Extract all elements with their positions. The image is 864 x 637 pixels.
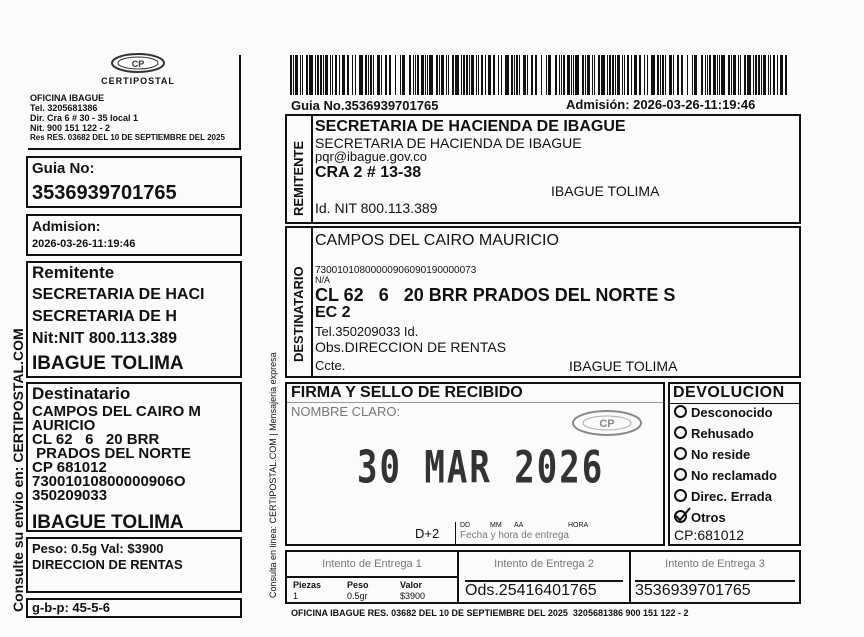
admision-label: Admision: (32, 218, 101, 234)
intento-1-cell (287, 552, 459, 602)
barcode-bar (359, 55, 363, 95)
barcode-bar (306, 55, 308, 95)
destinatario-addr2: EC 2 (315, 304, 351, 321)
piezas-value: 1 (293, 591, 299, 601)
svg-text:CP: CP (131, 59, 145, 69)
firma-title: FIRMA Y SELLO DE RECIBIDO (291, 384, 523, 401)
remitente-addr: CRA 2 # 13-38 (315, 164, 422, 181)
peso-line: Peso: 0.5g Val: $3900 (32, 541, 164, 556)
barcode-bar (627, 55, 629, 95)
barcode-bar (471, 55, 474, 95)
barcode-bar (694, 55, 697, 95)
left-destinatario-box (26, 382, 242, 532)
barcode-bar (381, 55, 382, 95)
barcode-bar (768, 55, 769, 95)
barcode-bar (332, 55, 333, 95)
barcode-bar (488, 55, 491, 95)
devolucion-box (668, 382, 801, 546)
valor-header: Valor (400, 580, 423, 590)
barcode-bar (758, 55, 760, 95)
option-desconocido-label: Desconocido (691, 405, 773, 420)
barcode-bar (601, 55, 605, 95)
barcode-bar (647, 55, 648, 95)
firma-box (285, 382, 665, 546)
barcode-bar (395, 55, 396, 95)
barcode-bar (548, 55, 551, 95)
left-remitente-box (26, 261, 242, 378)
radio-icon (674, 468, 687, 481)
barcode-bar (709, 55, 711, 95)
barcode-bar (733, 55, 736, 95)
piezas-header: Piezas (293, 580, 322, 590)
destinatario-box (285, 226, 801, 378)
fecha-mm: MM (490, 522, 502, 529)
option-no-reside-label: No reside (691, 447, 751, 462)
guia-bottom: 3536939701765 (635, 580, 795, 600)
footer-text: OFICINA IBAGUE RES. 03682 DEL 10 DE SEPTIEMBRE DEL 2025 3205681386 900 151 122 - 2 (291, 608, 689, 618)
peso-box (26, 537, 242, 593)
barcode-bar (531, 55, 533, 95)
left-remitente-line1: SECRETARIA DE HACI (32, 286, 205, 303)
barcode-bar (594, 55, 595, 95)
barcode-bar (365, 55, 367, 95)
barcode-bar (701, 55, 703, 95)
barcode-bar (639, 55, 641, 95)
remitente-email: pqr@ibague.gov.co (315, 149, 427, 164)
barcode-bar (644, 55, 645, 95)
svg-text:CP: CP (599, 418, 615, 430)
destinatario-vertical-label: DESTINATARIO (291, 266, 306, 362)
office-nit: Nit. 900 151 122 - 2 (30, 123, 111, 133)
devolucion-cp: CP:681012 (674, 527, 745, 543)
stamp-logo-icon (569, 406, 645, 440)
barcode-bar (707, 55, 708, 95)
barcode-bar (427, 55, 428, 95)
side-consulte-text: Consulte su envio en: CERTIPOSTAL.COM (10, 328, 26, 612)
fecha-hint: Fecha y hora de entrega (460, 530, 569, 541)
barcode-bar (763, 55, 766, 95)
barcode-bar (415, 55, 416, 95)
barcode-bar (373, 55, 374, 95)
barcode-bar (561, 55, 562, 95)
barcode-bar (705, 55, 706, 95)
barcode-bar (377, 55, 380, 95)
option-no-reclamado[interactable] (674, 468, 777, 483)
remitente-vertical-label: REMITENTE (291, 140, 306, 216)
option-desconocido[interactable] (674, 405, 773, 420)
barcode-bar (409, 55, 411, 95)
firma-divider (287, 402, 663, 403)
left-remitente-title: Remitente (32, 263, 115, 282)
received-date-stamp: 30 MAR 2026 (357, 442, 605, 494)
barcode-bar (511, 55, 513, 95)
barcode-bar (352, 55, 353, 95)
destinatario-addr1: CL 62 6 20 BRR PRADOS DEL NORTE S (315, 285, 676, 305)
destinatario-ccte: Ccte. (315, 358, 346, 373)
intentos-row (285, 550, 801, 604)
barcode-bar (761, 55, 762, 95)
fecha-dd: DD (460, 522, 471, 529)
guia-box (26, 156, 242, 208)
barcode-bar (617, 55, 620, 95)
barcode-bar (753, 55, 754, 95)
intento-3-cell (631, 552, 799, 602)
barcode-bar (785, 55, 787, 95)
devolucion-title: DEVOLUCION (673, 384, 785, 401)
peso-header: Peso (347, 580, 369, 590)
barcode-bar (300, 55, 301, 95)
left-top-rule (239, 55, 241, 150)
barcode-bar (389, 55, 391, 95)
radio-icon (674, 489, 687, 502)
intento-2-label: Intento de Entrega 2 (494, 558, 594, 570)
left-dest-addr2: PRADOS DEL NORTE (32, 445, 191, 462)
guia-number: 3536939701765 (32, 182, 177, 204)
barcode-bar (485, 55, 486, 95)
destinatario-tel: Tel.350209033 Id. (315, 324, 419, 339)
option-direc-errada-label: Direc. Errada (691, 489, 772, 504)
barcode-bar (402, 55, 405, 95)
barcode-bar (309, 55, 313, 95)
barcode-bar (575, 55, 579, 95)
barcode-bar (413, 55, 414, 95)
remitente-name: SECRETARIA DE HACIENDA DE IBAGUE (315, 118, 626, 135)
destinatario-code: 73001010800000906090190000073 (315, 265, 477, 276)
left-destinatario-block (32, 405, 201, 503)
destinatario-na: N/A (315, 275, 331, 285)
barcode-bar (315, 55, 316, 95)
barcode-bar (665, 55, 666, 95)
dir-rentas: DIRECCION DE RENTAS (32, 557, 183, 572)
left-dest-name2: AURICIO (32, 417, 96, 434)
barcode-bar (302, 55, 303, 95)
barcode-bar (455, 55, 459, 95)
logo-text: CERTIPOSTAL (101, 76, 175, 86)
option-no-reside[interactable] (674, 447, 750, 462)
logo-emblem-icon (108, 52, 168, 76)
header-guia: Guia No.3536939701765 (291, 98, 439, 113)
barcode-bar (622, 55, 623, 95)
barcode-bar (582, 55, 584, 95)
certipostal-logo (88, 52, 188, 90)
barcode-bar (425, 55, 426, 95)
radio-icon (674, 447, 687, 460)
left-remitente-city: IBAGUE TOLIMA (32, 353, 184, 374)
barcode-bar (370, 55, 372, 95)
firma-d2: D+2 (415, 526, 440, 541)
barcode-bar (571, 55, 572, 95)
radio-icon (674, 405, 687, 418)
barcode-bar (519, 55, 520, 95)
barcode-bar (295, 55, 298, 95)
barcode-bar (323, 55, 324, 95)
remitente-city: IBAGUE TOLIMA (551, 183, 660, 199)
barcode-bar (662, 55, 664, 95)
barcode-bar (448, 55, 449, 95)
barcode-bar (681, 55, 683, 95)
barcode-bar (669, 55, 672, 95)
guia-label: Guia No: (32, 160, 95, 177)
barcode-bar (478, 55, 479, 95)
barcode-bar (567, 55, 570, 95)
barcode-bar (523, 55, 526, 95)
devolucion-divider (670, 403, 799, 404)
barcode-bar (634, 55, 637, 95)
barcode-bar (335, 55, 337, 95)
barcode-bar (498, 55, 499, 95)
barcode-bar (651, 55, 655, 95)
barcode-bar (469, 55, 470, 95)
admision-box (26, 214, 242, 256)
left-dest-name1: CAMPOS DEL CAIRO M (32, 403, 201, 420)
barcode-bar (607, 55, 608, 95)
barcode-bar (660, 55, 661, 95)
barcode-bar (452, 55, 454, 95)
barcode-bar (719, 55, 720, 95)
left-remitente-nit: Nit:NIT 800.113.389 (32, 330, 177, 347)
barcode-bar (421, 55, 424, 95)
barcode-bar (740, 55, 741, 95)
barcode-bar (731, 55, 732, 95)
barcode-bar (738, 55, 739, 95)
barcode-bar (717, 55, 718, 95)
barcode-bar (587, 55, 590, 95)
left-dest-city: IBAGUE TOLIMA (32, 512, 184, 533)
left-dest-code: 73001010800000906O (32, 473, 186, 490)
remitente-sub: SECRETARIA DE HACIENDA DE IBAGUE (315, 135, 582, 151)
barcode-bar (677, 55, 679, 95)
destinatario-city: IBAGUE TOLIMA (569, 358, 678, 374)
barcode-bar (463, 55, 465, 95)
barcode-bar (493, 55, 495, 95)
barcode-bar (339, 55, 340, 95)
barcode-bar (713, 55, 716, 95)
barcode-bar (446, 55, 447, 95)
destinatario-obs: Obs.DIRECCION DE RENTAS (315, 339, 507, 355)
barcode-bar (501, 55, 502, 95)
office-dir: Dir. Cra 6 # 30 - 35 local 1 (30, 113, 139, 123)
piezas-table (287, 576, 457, 604)
barcode-bar (293, 55, 294, 95)
left-top-hrule (28, 148, 241, 150)
barcode-bar (673, 55, 674, 95)
option-no-reclamado-label: No reclamado (691, 468, 777, 483)
barcode (290, 55, 800, 95)
mid-vertical-text: Consulta en linea: CERTIPOSTAL.COM | Mensajeria expresa (268, 352, 278, 598)
barcode-bar (385, 55, 387, 95)
barcode-bar (555, 55, 557, 95)
barcode-bar (615, 55, 616, 95)
office-info (30, 93, 225, 143)
option-rehusado-label: Rehusado (691, 426, 754, 441)
barcode-bar (612, 55, 614, 95)
barcode-bar (436, 55, 438, 95)
firma-nombre-label: NOMBRE CLARO: (291, 404, 401, 419)
header-admision: Admisión: 2026-03-26-11:19:46 (566, 97, 756, 112)
barcode-bar (355, 55, 356, 95)
barcode-bar (400, 55, 401, 95)
peso-value: 0.5gr (347, 591, 368, 601)
remitente-box (285, 114, 801, 224)
barcode-bar (773, 55, 775, 95)
fecha-hora: HORA (568, 522, 589, 529)
ods-value: Ods.25416401765 (465, 580, 623, 600)
barcode-bar (441, 55, 444, 95)
left-dest-cp: CP 681012 (32, 459, 107, 476)
option-rehusado[interactable] (674, 426, 754, 441)
gbp-box (26, 598, 242, 618)
barcode-bar (657, 55, 659, 95)
barcode-bar (770, 55, 771, 95)
barcode-bar (609, 55, 611, 95)
barcode-bar (692, 55, 693, 95)
barcode-bar (342, 55, 345, 95)
radio-icon (674, 426, 687, 439)
barcode-bar (476, 55, 477, 95)
barcode-bar (573, 55, 574, 95)
barcode-bar (429, 55, 433, 95)
office-name: OFICINA IBAGUE (30, 93, 105, 103)
barcode-bar (585, 55, 586, 95)
barcode-bar (527, 55, 528, 95)
left-dest-phone: 350209033 (32, 487, 108, 504)
destinatario-name: CAMPOS DEL CAIRO MAURICIO (315, 232, 559, 249)
barcode-bar (744, 55, 746, 95)
left-dest-addr1: CL 62 6 20 BRR (32, 431, 160, 448)
office-tel: Tel. 3205681386 (30, 103, 98, 113)
barcode-bar (317, 55, 319, 95)
admision-date: 2026-03-26-11:19:46 (32, 238, 136, 250)
barcode-bar (546, 55, 547, 95)
valor-value: $3900 (400, 591, 426, 601)
fecha-aa: AA (514, 522, 524, 529)
barcode-bar (624, 55, 625, 95)
barcode-bar (747, 55, 751, 95)
barcode-bar (417, 55, 419, 95)
barcode-bar (505, 55, 509, 95)
left-destinatario-title: Destinatario (32, 384, 131, 403)
barcode-bar (563, 55, 565, 95)
barcode-bar (481, 55, 483, 95)
option-otros-label: Otros (691, 510, 726, 525)
barcode-bar (516, 55, 518, 95)
barcode-bar (541, 55, 542, 95)
intento-2-cell (459, 552, 631, 602)
barcode-bar (592, 55, 593, 95)
fecha-cells (455, 522, 666, 544)
barcode-bar (368, 55, 369, 95)
barcode-bar (325, 55, 328, 95)
left-remitente-line2: SECRETARIA DE H (32, 308, 177, 325)
barcode-bar (755, 55, 757, 95)
barcode-bar (330, 55, 331, 95)
barcode-bar (461, 55, 462, 95)
barcode-bar (347, 55, 349, 95)
intento-1-label: Intento de Entrega 1 (322, 558, 422, 570)
barcode-bar (721, 55, 725, 95)
office-res: Res RES. 03682 DEL 10 DE SEPTIEMBRE DEL 2025 (30, 133, 225, 142)
barcode-bar (320, 55, 322, 95)
barcode-bar (728, 55, 730, 95)
barcode-bar (559, 55, 560, 95)
barcode-bar (777, 55, 778, 95)
remitente-nit: Id. NIT 800.113.389 (315, 200, 438, 216)
barcode-bar (535, 55, 537, 95)
barcode-bar (514, 55, 515, 95)
barcode-bar (466, 55, 468, 95)
option-direc-errada[interactable] (674, 489, 772, 504)
barcode-bar (687, 55, 688, 95)
intento-3-label: Intento de Entrega 3 (665, 558, 765, 570)
barcode-bar (631, 55, 632, 95)
barcode-bar (598, 55, 600, 95)
barcode-bar (439, 55, 440, 95)
checkmark-icon (674, 506, 692, 522)
barcode-bar (290, 55, 292, 95)
barcode-bar (780, 55, 783, 95)
gbp-value: g-b-p: 45-5-6 (32, 600, 110, 615)
